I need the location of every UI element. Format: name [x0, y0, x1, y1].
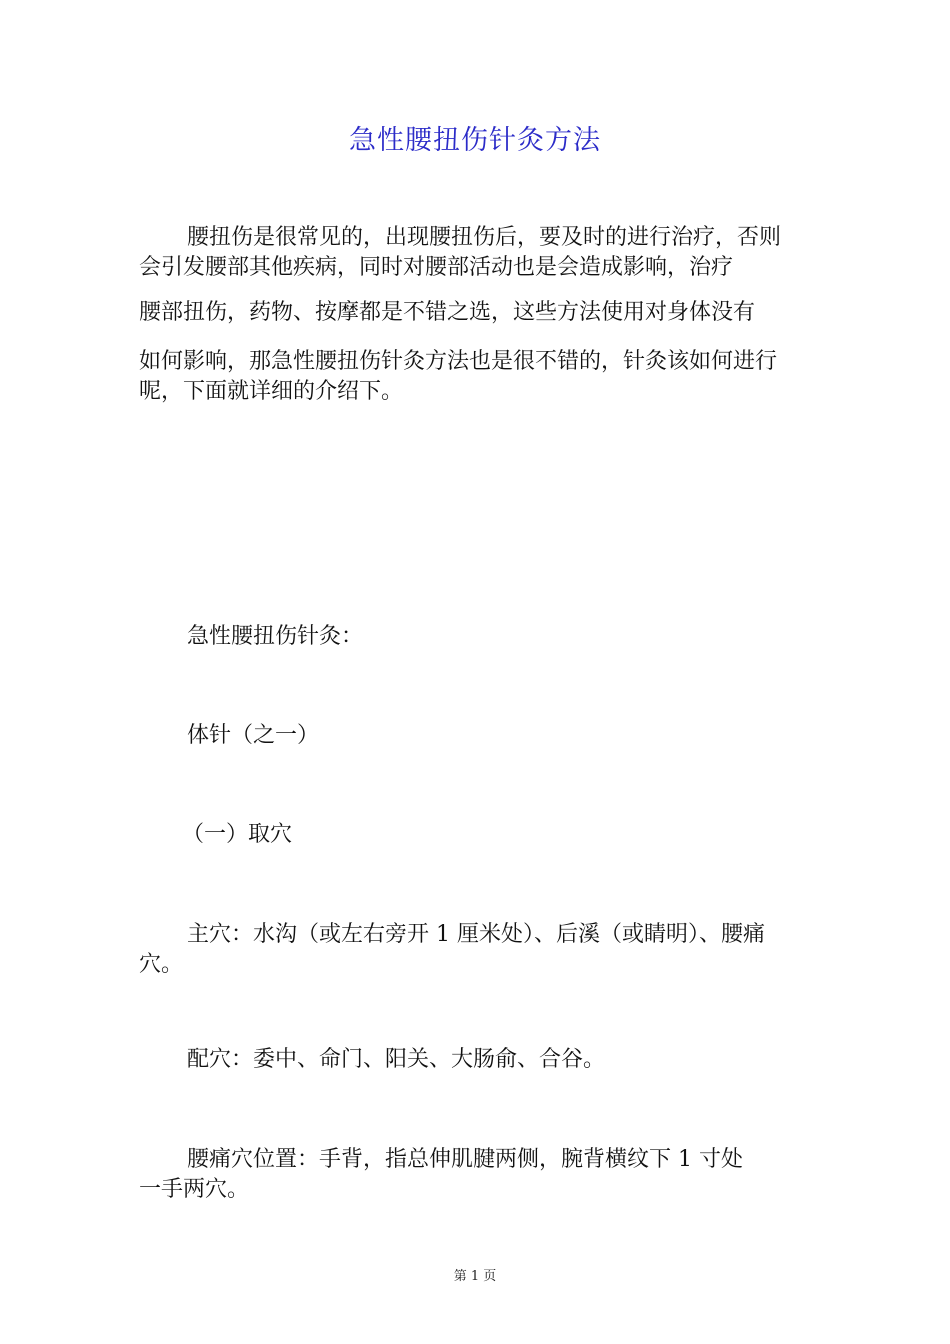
main-points-line-1: 主穴：水沟（或左右旁开 1 厘米处）、后溪（或睛明）、腰痛 [187, 922, 765, 947]
intro-line-3: 腰部扭伤，药物、按摩都是不错之选，这些方法使用对身体没有 [139, 300, 756, 325]
page-number: 第 1 页 [453, 1269, 497, 1284]
document-title: 急性腰扭伤针灸方法 [349, 125, 601, 156]
subheading: 体针（之一） [187, 723, 320, 748]
location-line-1: 腰痛穴位置：手背，指总伸肌腱两侧，腕背横纹下 1 寸处 [187, 1147, 743, 1172]
intro-line-4: 如何影响，那急性腰扭伤针灸方法也是很不错的，针灸该如何进行 [139, 349, 778, 374]
main-points-line-2: 穴。 [139, 952, 184, 977]
secondary-points: 配穴：委中、命门、阳关、大肠俞、合谷。 [187, 1047, 606, 1072]
intro-line-1: 腰扭伤是很常见的，出现腰扭伤后，要及时的进行治疗，否则 [187, 225, 782, 250]
item-heading: （一）取穴 [182, 822, 293, 847]
intro-line-2: 会引发腰部其他疾病，同时对腰部活动也是会造成影响，治疗 [139, 255, 734, 280]
intro-line-5: 呢，下面就详细的介绍下。 [139, 379, 404, 404]
section-heading: 急性腰扭伤针灸： [187, 624, 364, 649]
location-line-2: 一手两穴。 [139, 1177, 250, 1202]
